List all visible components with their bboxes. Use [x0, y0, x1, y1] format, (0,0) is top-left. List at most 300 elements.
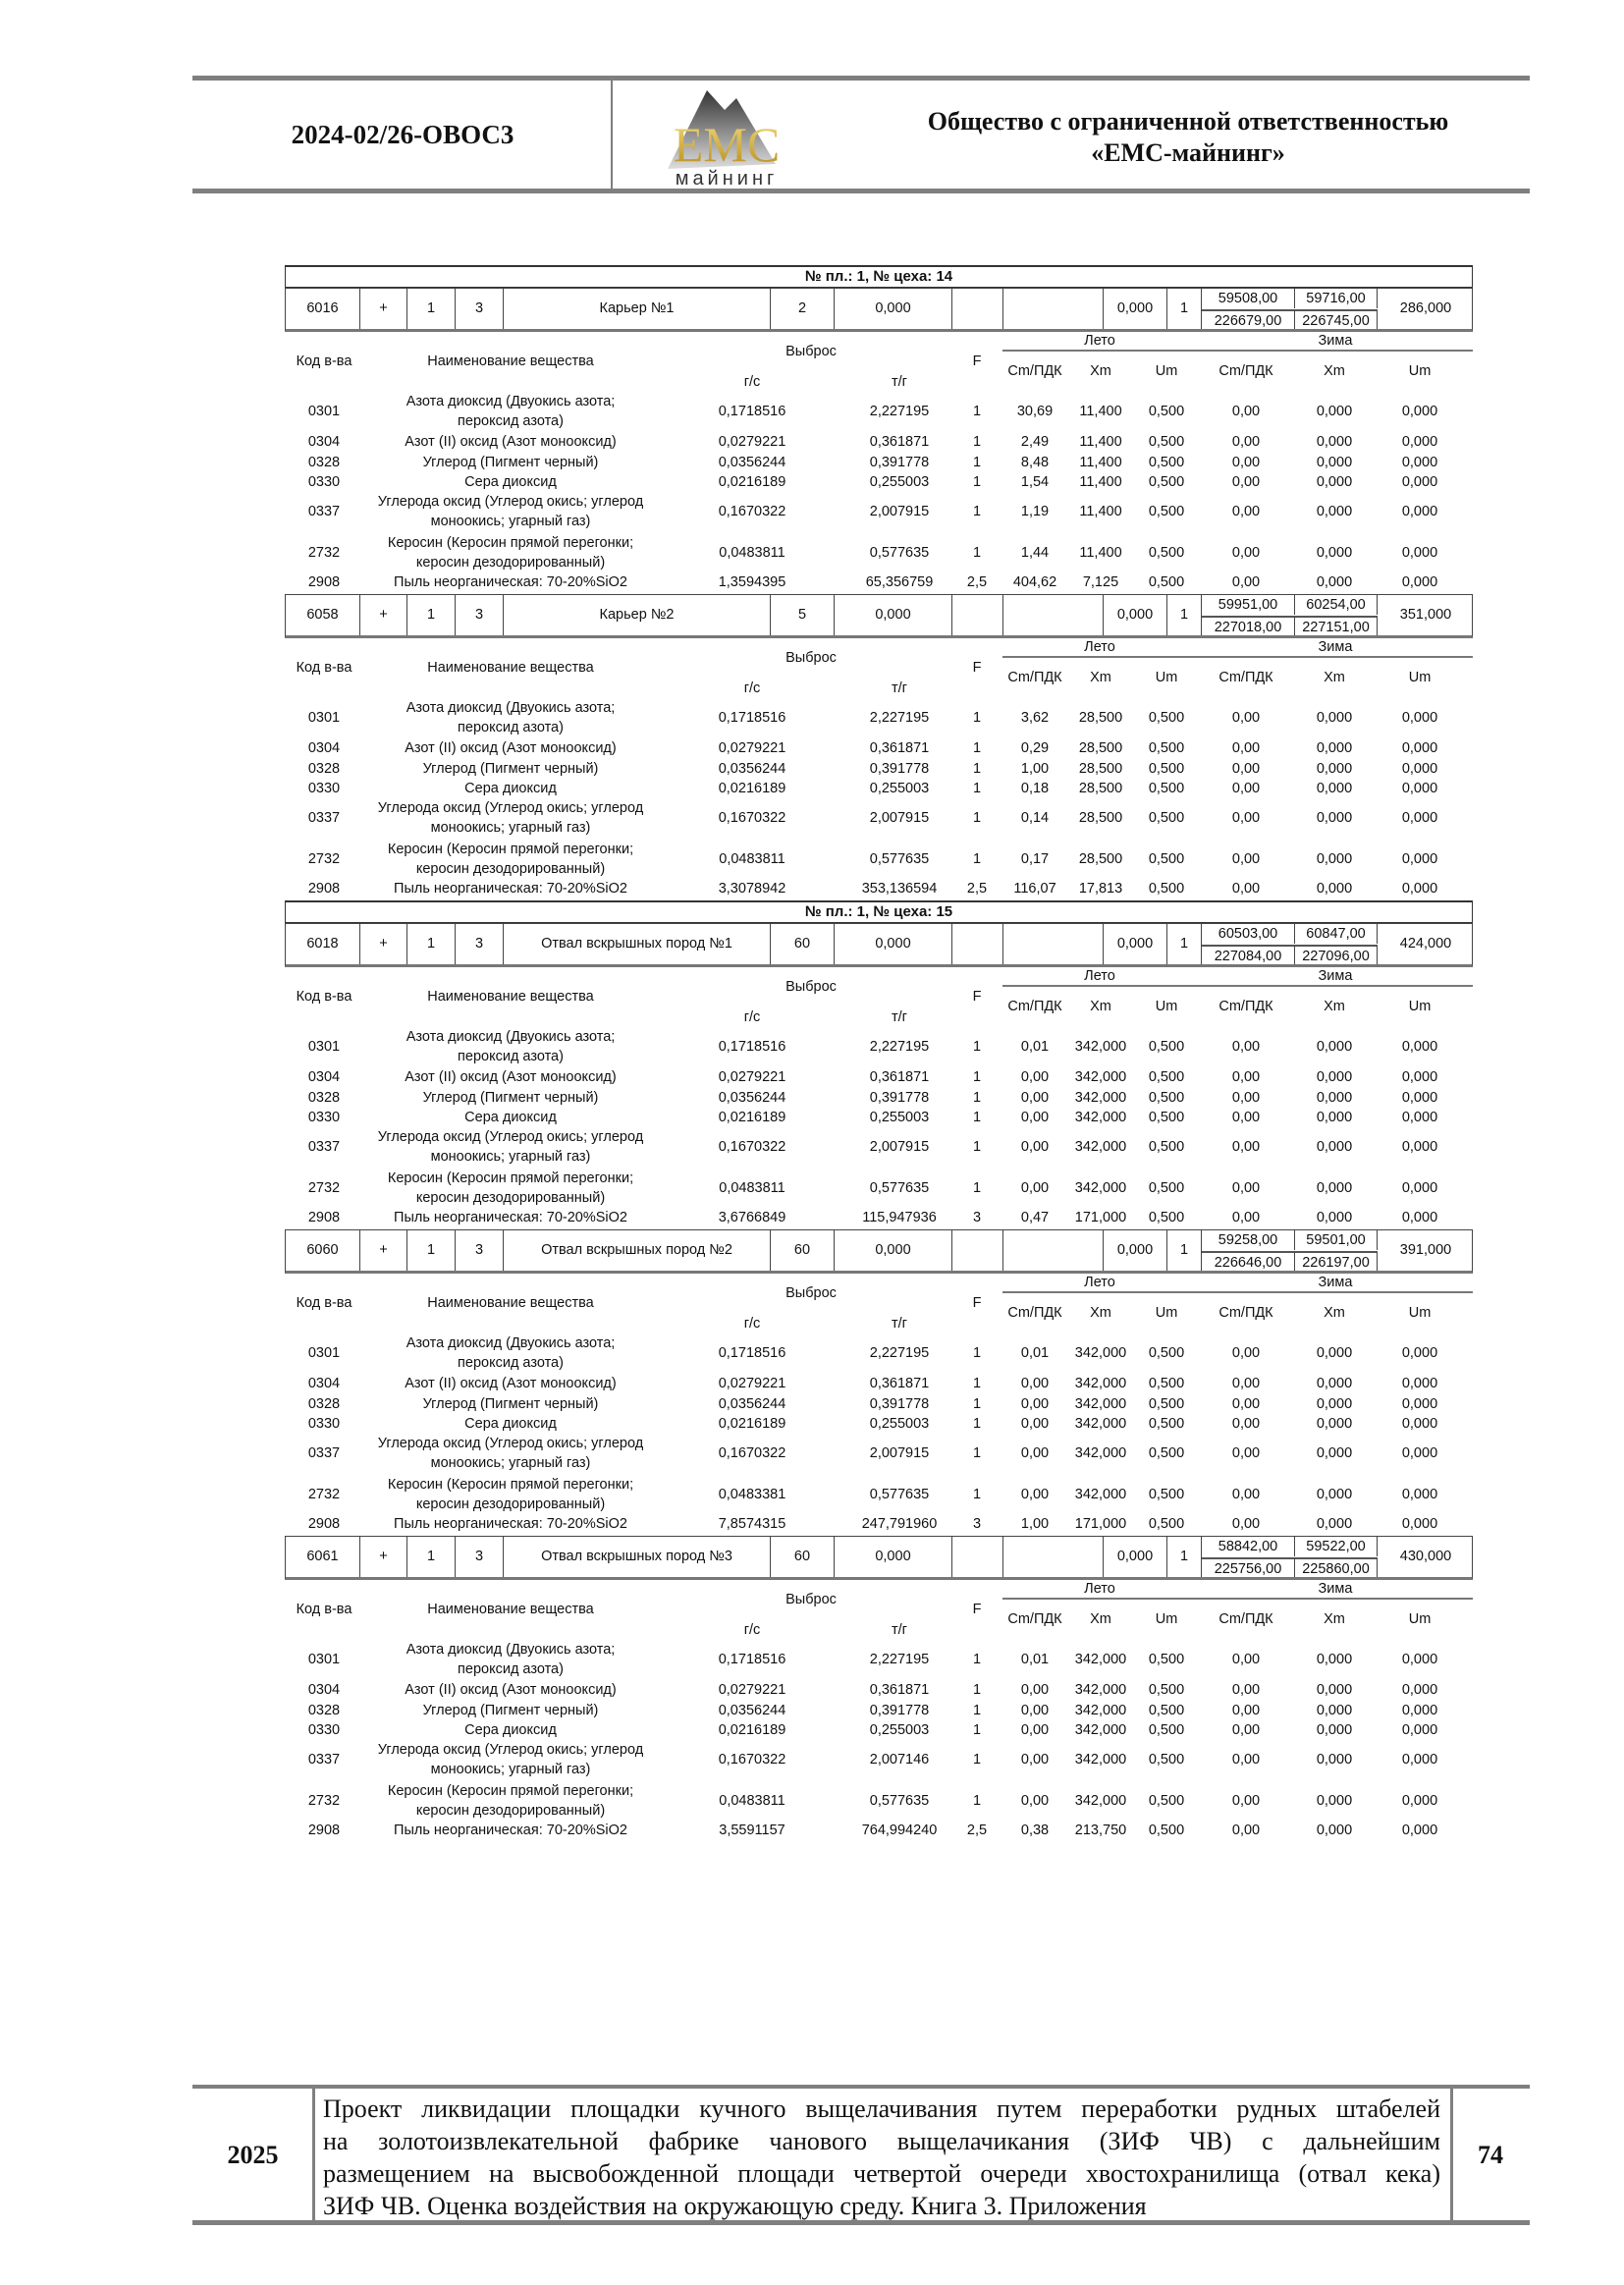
f-coefficient: 3 — [972, 1516, 982, 1532]
winter-xm: 0,000 — [1316, 710, 1353, 726]
source-blank-2 — [1003, 289, 1104, 329]
header-gs: г/с — [743, 680, 761, 696]
summer-um: 0,500 — [1148, 1652, 1185, 1667]
source-coordinate: 60503,00 — [1202, 924, 1295, 944]
header-code: Код в-ва — [296, 660, 352, 676]
winter-xm: 0,000 — [1316, 1445, 1353, 1461]
emission-gs: 0,0216189 — [718, 1110, 786, 1125]
winter-cm-pdk: 0,00 — [1231, 1793, 1261, 1809]
emission-gs: 0,1718516 — [718, 404, 786, 419]
winter-xm: 0,000 — [1316, 455, 1353, 470]
summer-cm-pdk: 0,00 — [1020, 1139, 1050, 1155]
substance-code: 0330 — [307, 474, 341, 490]
source-coordinate: 226679,00 — [1202, 309, 1295, 329]
substance-name: Азота диоксид (Двуокись азота; пероксид азота) — [406, 1029, 616, 1064]
summer-cm-pdk: 0,00 — [1020, 1110, 1050, 1125]
source-diameter: 0,000 — [835, 595, 952, 635]
f-coefficient: 1 — [972, 1752, 982, 1768]
header-name: Наименование вещества — [427, 1295, 594, 1311]
substance-code: 0304 — [307, 1682, 341, 1698]
source-code: 6018 — [286, 924, 360, 964]
header-cm: Cm/ПДК — [1218, 1305, 1273, 1321]
summer-cm-pdk: 0,29 — [1020, 740, 1050, 756]
winter-cm-pdk: 0,00 — [1231, 710, 1261, 726]
summer-um: 0,500 — [1148, 761, 1185, 777]
substance-code: 0337 — [307, 810, 341, 826]
winter-cm-pdk: 0,00 — [1231, 1823, 1261, 1838]
substance-name: Углерода оксид (Углерод окись; углерод моноокись; угарный газ) — [377, 1436, 644, 1471]
winter-cm-pdk: 0,00 — [1231, 404, 1261, 419]
source-var: 3 — [456, 1537, 504, 1577]
header-cm: Cm/ПДК — [1007, 363, 1062, 379]
f-coefficient: 1 — [972, 404, 982, 419]
f-coefficient: 1 — [972, 1139, 982, 1155]
header-um: Um — [1155, 1305, 1178, 1321]
source-blank-2 — [1003, 1537, 1104, 1577]
winter-cm-pdk: 0,00 — [1231, 434, 1261, 450]
winter-um: 0,000 — [1401, 761, 1438, 777]
emission-ty: 764,994240 — [861, 1823, 938, 1838]
winter-um: 0,000 — [1401, 1416, 1438, 1432]
winter-cm-pdk: 0,00 — [1231, 1396, 1261, 1412]
source-coordinate: 59258,00 — [1202, 1230, 1295, 1250]
substance-code: 0301 — [307, 404, 341, 419]
emission-ty: 0,577635 — [869, 1180, 930, 1196]
substance-name: Азота диоксид (Двуокись азота; пероксид азота) — [406, 394, 616, 429]
header-gs: г/с — [743, 374, 761, 390]
summer-xm: 171,000 — [1074, 1210, 1127, 1225]
emission-ty: 0,391778 — [869, 1396, 930, 1412]
summer-um: 0,500 — [1148, 810, 1185, 826]
header-gs: г/с — [743, 1316, 761, 1332]
header-name: Наименование вещества — [427, 1602, 594, 1617]
footer-text-line: на золотоизвлекательной фабрике чанового выщелачикания (ЗИФ ЧВ) с дальнейшим — [323, 2127, 1440, 2155]
header-winter: Зима — [1318, 968, 1353, 984]
header-winter: Зима — [1318, 1581, 1353, 1597]
winter-um: 0,000 — [1401, 404, 1438, 419]
source-coordinate: 227084,00 — [1202, 945, 1295, 964]
source-velocity: 0,000 — [1104, 595, 1167, 635]
header-xm: Xm — [1090, 363, 1111, 379]
winter-cm-pdk: 0,00 — [1231, 574, 1261, 590]
winter-cm-pdk: 0,00 — [1231, 810, 1261, 826]
header-top-rule — [192, 76, 1530, 81]
summer-um: 0,500 — [1148, 504, 1185, 519]
winter-cm-pdk: 0,00 — [1231, 1752, 1261, 1768]
substance-name: Углерода оксид (Углерод окись; углерод моноокись; угарный газ) — [377, 1742, 644, 1777]
emission-gs: 0,0483811 — [719, 1180, 785, 1196]
source-velocity: 0,000 — [1104, 1230, 1167, 1271]
emission-ty: 0,361871 — [869, 434, 930, 450]
summer-xm: 342,000 — [1074, 1652, 1127, 1667]
emission-ty: 2,227195 — [869, 1652, 930, 1667]
header-f: F — [972, 1602, 982, 1617]
summer-um: 0,500 — [1148, 1793, 1185, 1809]
source-block — [285, 1229, 1473, 1536]
header-um: Um — [1155, 670, 1178, 685]
header-ty: т/г — [892, 374, 907, 390]
substance-name: Углерод (Пигмент черный) — [422, 1703, 599, 1718]
source-sign: + — [360, 1537, 407, 1577]
substance-code: 2908 — [307, 574, 341, 590]
summer-cm-pdk: 0,17 — [1020, 851, 1050, 867]
summer-um: 0,500 — [1148, 1139, 1185, 1155]
winter-xm: 0,000 — [1316, 1793, 1353, 1809]
winter-xm: 0,000 — [1316, 1722, 1353, 1738]
substance-code: 0304 — [307, 434, 341, 450]
substance-name: Пыль неорганическая: 70-20%SiO2 — [394, 1823, 627, 1838]
source-var: 3 — [456, 595, 504, 635]
substance-name: Пыль неорганическая: 70-20%SiO2 — [394, 574, 627, 590]
f-coefficient: 1 — [972, 434, 982, 450]
substance-name: Пыль неорганическая: 70-20%SiO2 — [394, 881, 627, 897]
summer-xm: 342,000 — [1074, 1793, 1127, 1809]
summer-xm: 7,125 — [1082, 574, 1119, 590]
source-height: 60 — [771, 1537, 835, 1577]
summer-cm-pdk: 0,01 — [1020, 1039, 1050, 1055]
winter-cm-pdk: 0,00 — [1231, 740, 1261, 756]
source-sign: + — [360, 289, 407, 329]
header-um: Um — [1155, 1611, 1178, 1627]
header-summer: Лето — [1084, 968, 1115, 984]
winter-cm-pdk: 0,00 — [1231, 851, 1261, 867]
f-coefficient: 2,5 — [966, 1823, 988, 1838]
summer-um: 0,500 — [1148, 1069, 1185, 1085]
winter-xm: 0,000 — [1316, 1396, 1353, 1412]
summer-xm: 11,400 — [1079, 474, 1122, 490]
substance-code: 0328 — [307, 1703, 341, 1718]
source-sign: + — [360, 1230, 407, 1271]
substance-code: 2908 — [307, 1823, 341, 1838]
source-coordinate: 225860,00 — [1295, 1557, 1378, 1577]
summer-cm-pdk: 0,18 — [1020, 781, 1050, 796]
source-var: 3 — [456, 924, 504, 964]
summer-xm: 342,000 — [1074, 1090, 1127, 1106]
f-coefficient: 1 — [972, 710, 982, 726]
summer-winter-rule — [1002, 1598, 1473, 1600]
source-code: 6016 — [286, 289, 360, 329]
substance-name: Углерода оксид (Углерод окись; углерод моноокись; угарный газ) — [377, 494, 644, 529]
f-coefficient: 1 — [972, 761, 982, 777]
emission-ty: 2,227195 — [869, 710, 930, 726]
summer-xm: 28,500 — [1078, 710, 1123, 726]
source-coordinate: 227018,00 — [1202, 616, 1295, 635]
organization-name — [815, 106, 1561, 169]
header-xm: Xm — [1324, 999, 1345, 1014]
document-code: 2024-02/26-ОВОС3 — [291, 120, 514, 149]
header-code: Код в-ва — [296, 989, 352, 1005]
emission-ty: 0,577635 — [869, 1793, 930, 1809]
summer-cm-pdk: 0,01 — [1020, 1652, 1050, 1667]
summer-um: 0,500 — [1148, 740, 1185, 756]
header-summer: Лето — [1084, 1275, 1115, 1290]
summer-cm-pdk: 30,69 — [1016, 404, 1054, 419]
source-count: 1 — [1167, 595, 1202, 635]
winter-xm: 0,000 — [1316, 1823, 1353, 1838]
summer-xm: 342,000 — [1074, 1416, 1127, 1432]
source-blank-1 — [952, 595, 1003, 635]
winter-um: 0,000 — [1401, 1516, 1438, 1532]
source-coordinate: 226197,00 — [1295, 1251, 1378, 1271]
substance-code: 2732 — [307, 1487, 341, 1502]
winter-xm: 0,000 — [1316, 1703, 1353, 1718]
summer-cm-pdk: 0,00 — [1020, 1090, 1050, 1106]
winter-um: 0,000 — [1401, 1180, 1438, 1196]
substance-code: 0337 — [307, 1139, 341, 1155]
summer-xm: 28,500 — [1078, 781, 1123, 796]
source-row — [285, 288, 1473, 332]
winter-um: 0,000 — [1401, 474, 1438, 490]
section-title: № пл.: 1, № цеха: 15 — [285, 900, 1473, 923]
header-f: F — [972, 989, 982, 1005]
emission-gs: 0,1670322 — [718, 504, 786, 519]
emission-gs: 0,0279221 — [718, 740, 786, 756]
header-summer: Лето — [1084, 333, 1115, 349]
winter-xm: 0,000 — [1316, 1516, 1353, 1532]
emission-gs: 0,0356244 — [718, 455, 786, 470]
summer-xm: 342,000 — [1074, 1396, 1127, 1412]
summer-xm: 11,400 — [1079, 504, 1122, 519]
substance-name: Азота диоксид (Двуокись азота; пероксид азота) — [406, 700, 616, 735]
winter-cm-pdk: 0,00 — [1231, 1139, 1261, 1155]
winter-xm: 0,000 — [1316, 1682, 1353, 1698]
source-coordinate: 59522,00 — [1295, 1537, 1378, 1556]
substance-name: Азот (II) оксид (Азот монооксид) — [405, 1376, 617, 1391]
source-code: 6058 — [286, 595, 360, 635]
summer-cm-pdk: 1,19 — [1020, 504, 1050, 519]
winter-um: 0,000 — [1401, 740, 1438, 756]
source-var: 3 — [456, 289, 504, 329]
substance-name: Углерод (Пигмент черный) — [422, 1396, 599, 1412]
source-name: Отвал вскрышных пород №3 — [504, 1537, 771, 1577]
winter-cm-pdk: 0,00 — [1231, 1180, 1261, 1196]
substance-code: 0328 — [307, 1090, 341, 1106]
summer-xm: 342,000 — [1074, 1180, 1127, 1196]
header-name: Наименование вещества — [427, 354, 594, 369]
source-row — [285, 923, 1473, 967]
f-coefficient: 1 — [972, 1487, 982, 1502]
footer-year: 2025 — [227, 2141, 279, 2169]
source-block — [285, 594, 1473, 900]
header-cm: Cm/ПДК — [1218, 670, 1273, 685]
emission-gs: 0,0356244 — [718, 761, 786, 777]
summer-cm-pdk: 0,00 — [1020, 1487, 1050, 1502]
substance-name: Сера диоксид — [464, 474, 557, 490]
summer-um: 0,500 — [1148, 1703, 1185, 1718]
f-coefficient: 1 — [972, 1180, 982, 1196]
f-coefficient: 1 — [972, 851, 982, 867]
header-um: Um — [1408, 363, 1432, 379]
emission-gs: 0,0216189 — [718, 474, 786, 490]
summer-um: 0,500 — [1148, 1682, 1185, 1698]
f-coefficient: 1 — [972, 1110, 982, 1125]
winter-cm-pdk: 0,00 — [1231, 1682, 1261, 1698]
emission-ty: 0,391778 — [869, 455, 930, 470]
winter-xm: 0,000 — [1316, 1090, 1353, 1106]
substance-code: 0301 — [307, 1652, 341, 1667]
emission-gs: 0,0356244 — [718, 1703, 786, 1718]
winter-cm-pdk: 0,00 — [1231, 1652, 1261, 1667]
header-winter: Зима — [1318, 1275, 1353, 1290]
header-cm: Cm/ПДК — [1218, 999, 1273, 1014]
substance-code: 2908 — [307, 881, 341, 897]
source-diameter: 0,000 — [835, 1230, 952, 1271]
f-coefficient: 1 — [972, 1703, 982, 1718]
source-block — [285, 1536, 1473, 1842]
f-coefficient: 1 — [972, 1039, 982, 1055]
emission-ty: 0,255003 — [869, 1416, 930, 1432]
substance-name: Азота диоксид (Двуокись азота; пероксид азота) — [406, 1335, 616, 1371]
summer-um: 0,500 — [1148, 455, 1185, 470]
substance-code: 2908 — [307, 1210, 341, 1225]
emission-ty: 0,255003 — [869, 474, 930, 490]
summer-um: 0,500 — [1148, 1396, 1185, 1412]
source-coordinate: 58842,00 — [1202, 1537, 1295, 1556]
summer-xm: 342,000 — [1074, 1445, 1127, 1461]
summer-um: 0,500 — [1148, 1516, 1185, 1532]
winter-cm-pdk: 0,00 — [1231, 1376, 1261, 1391]
substance-code: 0301 — [307, 710, 341, 726]
substance-name: Азот (II) оксид (Азот монооксид) — [405, 434, 617, 450]
summer-um: 0,500 — [1148, 881, 1185, 897]
summer-xm: 28,500 — [1078, 810, 1123, 826]
winter-cm-pdk: 0,00 — [1231, 1516, 1261, 1532]
summer-cm-pdk: 0,00 — [1020, 1722, 1050, 1738]
winter-um: 0,000 — [1401, 1210, 1438, 1225]
header-winter: Зима — [1318, 333, 1353, 349]
footer-project-title — [323, 2093, 1440, 2222]
substance-name: Углерода оксид (Углерод окись; углерод моноокись; угарный газ) — [377, 1129, 644, 1165]
emission-gs: 0,1718516 — [718, 1652, 786, 1667]
winter-um: 0,000 — [1401, 881, 1438, 897]
summer-cm-pdk: 0,01 — [1020, 1345, 1050, 1361]
f-coefficient: 1 — [972, 810, 982, 826]
source-diameter: 0,000 — [835, 924, 952, 964]
emission-gs: 0,0356244 — [718, 1396, 786, 1412]
source-coordinate: 59501,00 — [1295, 1230, 1378, 1250]
winter-xm: 0,000 — [1316, 1139, 1353, 1155]
header-release: Выброс — [785, 344, 837, 359]
source-coordinate: 226646,00 — [1202, 1251, 1295, 1271]
header-um: Um — [1408, 1611, 1432, 1627]
emission-gs: 0,1670322 — [718, 1752, 786, 1768]
header-xm: Xm — [1090, 670, 1111, 685]
summer-um: 0,500 — [1148, 574, 1185, 590]
winter-um: 0,000 — [1401, 1652, 1438, 1667]
summer-cm-pdk: 0,47 — [1020, 1210, 1050, 1225]
header-um: Um — [1408, 670, 1432, 685]
winter-xm: 0,000 — [1316, 1180, 1353, 1196]
summer-cm-pdk: 8,48 — [1020, 455, 1050, 470]
emission-ty: 0,361871 — [869, 740, 930, 756]
header-gs: г/с — [743, 1009, 761, 1025]
summer-xm: 28,500 — [1078, 851, 1123, 867]
f-coefficient: 1 — [972, 1682, 982, 1698]
summer-um: 0,500 — [1148, 434, 1185, 450]
source-name: Карьер №1 — [504, 289, 771, 329]
winter-cm-pdk: 0,00 — [1231, 455, 1261, 470]
substance-code: 2732 — [307, 851, 341, 867]
source-diameter: 0,000 — [835, 1537, 952, 1577]
summer-xm: 213,750 — [1074, 1823, 1127, 1838]
summer-xm: 342,000 — [1074, 1376, 1127, 1391]
source-velocity: 0,000 — [1104, 1537, 1167, 1577]
header-um: Um — [1155, 999, 1178, 1014]
source-code: 6060 — [286, 1230, 360, 1271]
summer-xm: 17,813 — [1078, 881, 1123, 897]
f-coefficient: 1 — [972, 1445, 982, 1461]
summer-xm: 11,400 — [1079, 455, 1122, 470]
emission-ty: 2,227195 — [869, 1345, 930, 1361]
source-height: 60 — [771, 924, 835, 964]
f-coefficient: 1 — [972, 545, 982, 561]
summer-xm: 11,400 — [1079, 434, 1122, 450]
source-sign: + — [360, 595, 407, 635]
source-block — [285, 923, 1473, 1229]
winter-xm: 0,000 — [1316, 1039, 1353, 1055]
substance-code: 2732 — [307, 545, 341, 561]
winter-xm: 0,000 — [1316, 881, 1353, 897]
winter-um: 0,000 — [1401, 781, 1438, 796]
winter-um: 0,000 — [1401, 1703, 1438, 1718]
emission-gs: 0,0279221 — [718, 1682, 786, 1698]
winter-xm: 0,000 — [1316, 1069, 1353, 1085]
summer-xm: 11,400 — [1079, 404, 1122, 419]
header-ty: т/г — [892, 1316, 907, 1332]
substance-name: Углерод (Пигмент черный) — [422, 455, 599, 470]
winter-cm-pdk: 0,00 — [1231, 1703, 1261, 1718]
winter-xm: 0,000 — [1316, 404, 1353, 419]
winter-xm: 0,000 — [1316, 434, 1353, 450]
substance-name: Пыль неорганическая: 70-20%SiO2 — [394, 1516, 627, 1532]
header-f: F — [972, 354, 982, 369]
winter-um: 0,000 — [1401, 455, 1438, 470]
summer-um: 0,500 — [1148, 1345, 1185, 1361]
source-coordinate: 227096,00 — [1295, 945, 1378, 964]
source-row — [285, 1536, 1473, 1580]
source-coordinate: 60847,00 — [1295, 924, 1378, 944]
winter-xm: 0,000 — [1316, 851, 1353, 867]
source-row — [285, 1229, 1473, 1274]
winter-cm-pdk: 0,00 — [1231, 504, 1261, 519]
source-width: 391,000 — [1399, 1242, 1452, 1258]
winter-xm: 0,000 — [1316, 740, 1353, 756]
source-height: 5 — [771, 595, 835, 635]
winter-um: 0,000 — [1401, 1396, 1438, 1412]
header-cm: Cm/ПДК — [1007, 999, 1062, 1014]
source-coordinate: 59716,00 — [1295, 289, 1378, 308]
summer-um: 0,500 — [1148, 404, 1185, 419]
header-summer: Лето — [1084, 639, 1115, 655]
header-name: Наименование вещества — [427, 660, 594, 676]
winter-xm: 0,000 — [1316, 1376, 1353, 1391]
substance-code: 0337 — [307, 504, 341, 519]
winter-um: 0,000 — [1401, 1722, 1438, 1738]
emission-gs: 0,1670322 — [718, 810, 786, 826]
emission-ty: 0,577635 — [869, 851, 930, 867]
summer-um: 0,500 — [1148, 851, 1185, 867]
source-width: 430,000 — [1399, 1549, 1452, 1564]
source-count: 1 — [1167, 1230, 1202, 1271]
summer-xm: 342,000 — [1074, 1039, 1127, 1055]
footer-top-rule — [192, 2085, 1530, 2089]
source-blank-2 — [1003, 924, 1104, 964]
summer-um: 0,500 — [1148, 545, 1185, 561]
emission-gs: 0,0279221 — [718, 1069, 786, 1085]
summer-um: 0,500 — [1148, 710, 1185, 726]
emission-gs: 1,3594395 — [718, 574, 786, 590]
winter-um: 0,000 — [1401, 710, 1438, 726]
